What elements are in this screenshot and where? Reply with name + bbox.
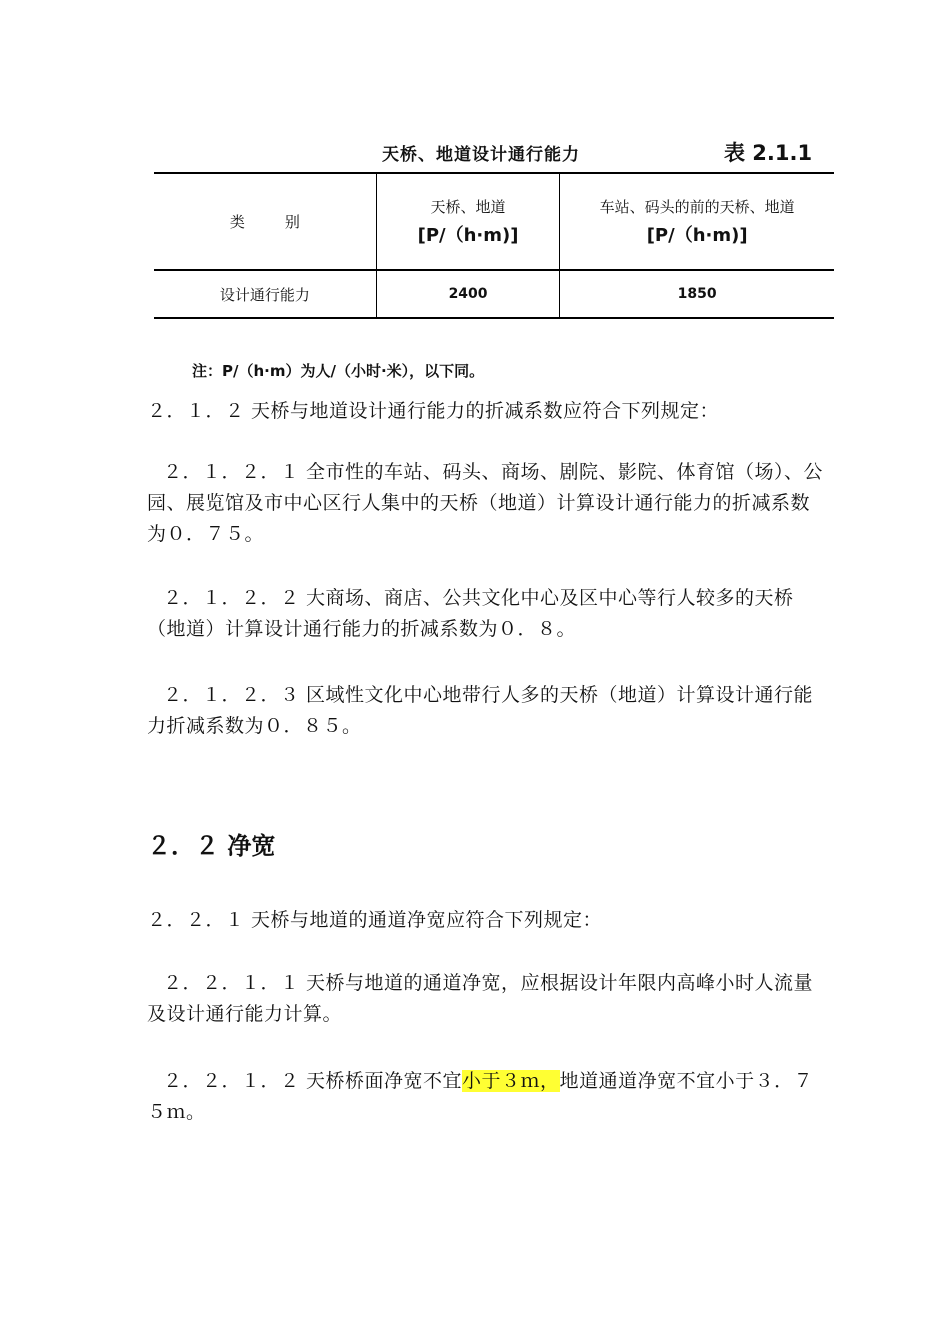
highlighted-text: 小于３ｍ，: [462, 1070, 560, 1092]
table-header-row: [154, 173, 834, 270]
header-col3-label: 车站、码头的前的天桥、地道: [599, 198, 795, 216]
paragraph-2-2-1-1: ２．２．１．１ 天桥与地道的通道净宽，应根据设计年限内高峰小时人流量及设计通行能力计算。: [147, 972, 814, 1025]
header-col3-unit: [P/（h·m)]: [646, 225, 748, 246]
header-col2-label: 天桥、地道: [430, 198, 506, 216]
table-number: 表 2.1.1: [724, 141, 813, 165]
header-category: 类别: [154, 173, 376, 270]
paragraph-2-1-2-1: ２．１．２．１ 全市性的车站、码头、商场、剧院、影院、体育馆（场）、公园、展览馆及市中心区行人集中的天桥（地道）计算设计通行能力的折减系数为０．７５。: [147, 461, 824, 545]
table-title: 天桥、地道设计通行能力: [382, 145, 580, 165]
paragraph-text-after: 地道通道净宽不宜小于３．７５ｍ。: [147, 1070, 814, 1123]
header-col2: [376, 173, 559, 270]
paragraph-text-before: ２．２．１．２ 天桥桥面净宽不宜: [163, 1070, 463, 1092]
row-value-2: 1850: [677, 286, 717, 302]
paragraph-2-2-1: ２．２．１ 天桥与地道的通道净宽应符合下列规定：: [147, 909, 603, 931]
row-label: 设计通行能力: [154, 270, 376, 318]
paragraph-2-1-2: ２．１．２ 天桥与地道设计通行能力的折减系数应符合下列规定：: [147, 400, 720, 422]
paragraph-2-1-2-2: ２．１．２．２ 大商场、商店、公共文化中心及区中心等行人较多的天桥（地道）计算设计通行能力的折减系数为０．８。: [147, 587, 794, 640]
section-heading: ２．２ 净宽: [147, 832, 276, 860]
capacity-table: [154, 172, 834, 319]
header-col3: [560, 173, 834, 270]
paragraph-2-1-2-3: ２．１．２．３ 区域性文化中心地带行人多的天桥（地道）计算设计通行能力折减系数为０．８５。: [147, 684, 814, 737]
row-value-1: 2400: [376, 270, 559, 318]
paragraph-2-2-1-2: [147, 1066, 827, 1128]
table-note: 注：P/（h·m）为人/（小时·米），以下同。: [192, 362, 485, 380]
header-col2-unit: [P/（h·m)]: [417, 225, 519, 246]
table-row: [154, 270, 834, 318]
